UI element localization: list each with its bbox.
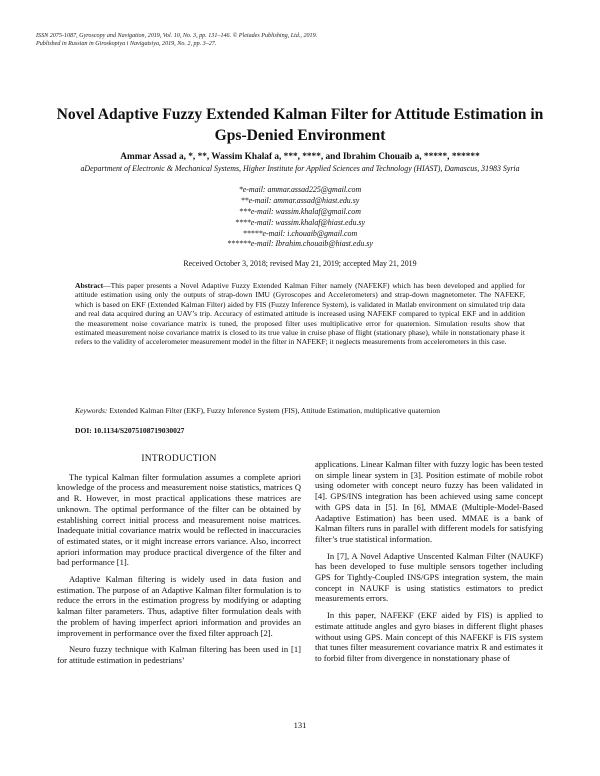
paragraph: applications. Linear Kalman filter with fuzzy logic has been tested on simple linear system in [3]. Position estimate of mobile robot using odometer with concept neuro fuzzy has been validated in [4]. GPS/INS integration has been achieved using same concept with GPS data in [5]. In [6], MMAE (Multiple-Model-Based Aadaptive Estimation) has been used. MMAE is a bank of Kalman filters runs in parallel with different models for satisfying filter’s true statistical information. [315,459,543,544]
email-line: ***e-mail: wassim.khalaf@gmail.com [239,206,361,216]
paragraph: The typical Kalman filter formulation assumes a complete apriori knowledge of the process and measurement noise statistics, matrices Q and R. However, in most practical applications these matrices are unknown. The optimal performance of the filter can be obtained by establishing correct initial process and measurement noise matrices. Inadequate initial covariance matrix would be reflected in inaccuracies of estimated states, or it might increase errors variance. Also, incorrect apriori information may produce practical divergence of the filter and bad performance [1]. [57,471,301,568]
section-heading: INTRODUCTION [141,454,217,464]
paragraph: Neuro fuzzy technique with Kalman filtering has been used in [1] for attitude estimation in pedestrians’ [57,644,301,665]
page-number: 131 [293,720,307,730]
email-line: ****e-mail: wassim.khalaf@hiast.edu.sy [235,217,365,227]
journal-header-line-1: ISSN 2075-1087, Gyroscopy and Navigation, 2019, Vol. 10, No. 3, pp. 131–146. © Pleiades Publishing, Ltd., 2019. [36,33,318,39]
keywords-text: Extended Kalman Filter (EKF), Fuzzy Inference System (FIS), Attitude Estimation, multiplicative quaternion [109,406,441,415]
abstract-text: —This paper presents a Novel Adaptive Fuzzy Extended Kalman Filter namely (NAFEKF) which has been developed and applied for attitude estimation using only the outputs of strap-down IMU (Gyroscopes and Accelerometers) and strap-down magnetometer. The NAFEKF, which is based on EKF (Extended Kalman Filter) aided by FIS (Fuzzy Inference System), is validated in Matlab environment on simulated trip data and real data acquired during an UAV’s trip. Accuracy of estimated attitude is increased using NAFEKF compared to typical EKF and in addition the measurement noise covariance matrix is tuned, the proposed filter uses multiplicative error for quaternion. Simulation results show that estimated measurement noise covariance matrix is closed to its true value in cruise phase of flight (stationary phase), while in nonstationary phase it refers to the validity of accelerometer measurement model in the filter in NAFEKF; it neglects measurements from accelerometers in this case. [75,281,525,347]
left-column [57,454,301,672]
keywords [75,406,525,415]
paragraph: Adaptive Kalman filtering is widely used in data fusion and estimation. The purpose of an Adaptive Kalman filter formulation is to reduce the errors in the estimation progress by modifying or adapting kalman filter parameters. Thus, adaptive filter formulation deals with the problem of having imperfect apriori information and provides an improvement in performance over the fixed filter approach [2]. [57,574,301,638]
journal-header-line-2: Published in Russian in Giroskopiya i Navigatsiya, 2019, No. 2, pp. 3–27. [36,41,217,48]
author-list: Ammar Assad a, *, **, Wassim Khalaf a, ***, ****, and Ibrahim Chouaib a, *****, ****** [120,152,480,162]
paper-title: Novel Adaptive Fuzzy Extended Kalman Filter for Attitude Estimation in Gps-Denied Environment [56,106,544,144]
paragraph: In [7], A Novel Adaptive Unscented Kalman Filter (NAUKF) has been developed to fuse multiple sensors together including GPS for Tightly-Coupled INS/GPS integration system, the main concept in NAUKF is using statistics estimators to predict measurements errors. [315,550,543,604]
abstract-label: Abstract [75,281,104,290]
keywords-label: Keywords: [75,406,108,415]
email-line: **e-mail: ammar.assad@hiast.edu.sy [240,195,360,205]
right-column [315,459,543,670]
email-line: *****e-mail: i.chouaib@gmail.com [242,228,358,238]
affiliation: aDepartment of Electronic & Mechanical Systems, Higher Institute for Applied Sciences and Technology (HIAST), Damascus, 31983 Syria [80,164,520,173]
abstract [75,281,525,347]
email-line: *e-mail: ammar.assad225@gmail.com [238,185,362,194]
doi: DOI: 10.1134/S2075108719030027 [75,426,185,435]
received-dates: Received October 3, 2018; revised May 21, 2019; accepted May 21, 2019 [183,259,417,268]
paragraph: In this paper, NAFEKF (EKF aided by FIS) is applied to estimate attitude angles and gyro biases in different flight phases without using GPS. Main concept of this NAFEKF is FIS system that tunes filter measurement covariance matrix R and estimates it to forbid filter from divergence in nonstationary phase of [315,610,543,663]
email-list [60,185,540,250]
email-line: ******e-mail: Ibrahim.chouaib@hiast.edu.sy [227,239,373,249]
journal-header [36,32,566,49]
